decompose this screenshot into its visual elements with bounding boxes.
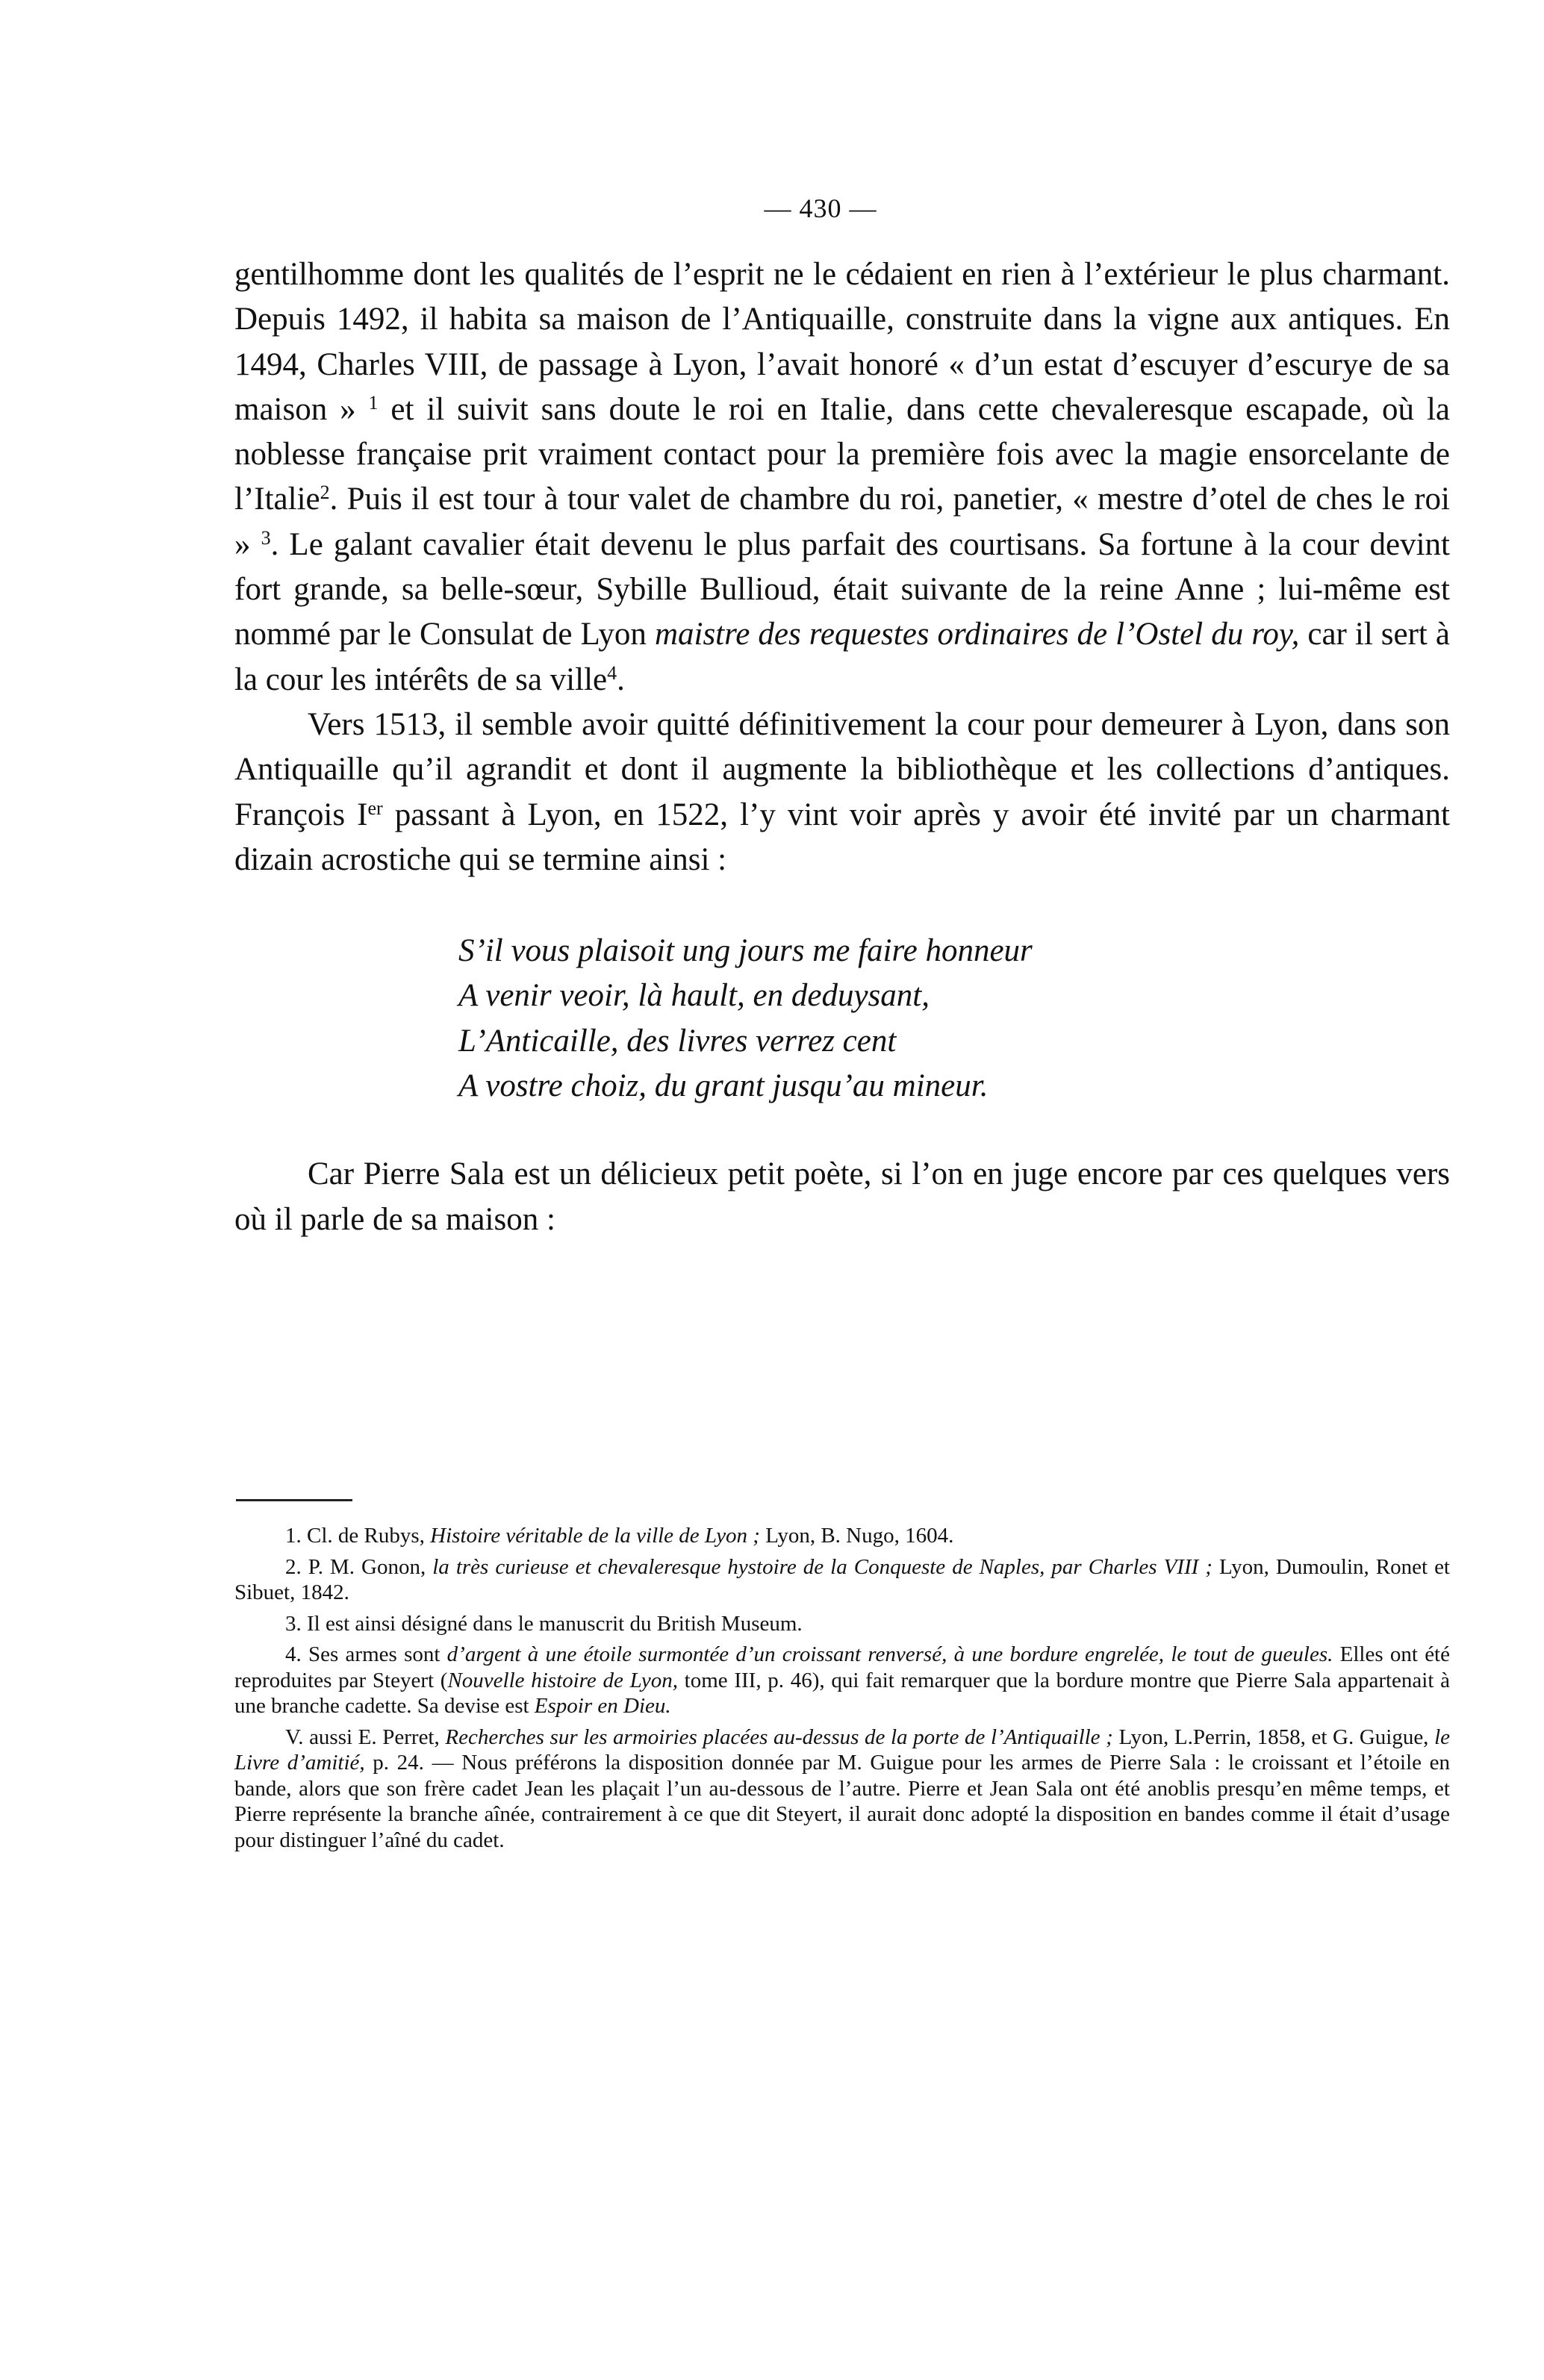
paragraph-text: . Puis il est tour à tour valet de chambre du roi, panetier, « mestre d’otel de ches le roi » (234, 482, 1450, 562)
footnote-italic: d’argent à une étoile surmontée d’un croissant renversé, à une bordure engrelée, le tout de gueules. (446, 1642, 1333, 1666)
footnote-text: tome III, p. 46), qui fait remarquer que la bordure montre que Pierre Sala appartenait à une branche cadette. Sa devise est (234, 1668, 1450, 1718)
paragraph-text: et il suivit sans doute le roi en Italie, dans cette chevaleresque escapade, où la noblesse française prit vraiment contact pour la première fois avec la magie ensorcelante de l’Italie (234, 391, 1450, 517)
footnote-text: 1. Cl. de Rubys, (285, 1524, 431, 1548)
footnote-text: Lyon, L.Perrin, 1858, et G. Guigue, (1112, 1725, 1435, 1749)
footnote-ref-1[interactable]: 1 (368, 391, 379, 414)
footnote-separator (236, 1499, 352, 1501)
footnote-3 (234, 1611, 1450, 1637)
footnote-text: Elles ont été reproduites par Steyert ( (234, 1642, 1450, 1692)
paragraph-text: Vers 1513, il semble avoir quitté définitivement la cour pour demeurer à Lyon, dans son Antiquaille qu’il agrandit et dont il augmente la bibliothèque et les collections d’antiques. François I (234, 706, 1450, 832)
footnote-italic: Recherches sur les armoiries placées au-dessus de la porte de l’Antiquaille ; (445, 1725, 1113, 1749)
footnote-italic: Histoire véritable de la ville de Lyon ; (430, 1524, 760, 1548)
paragraph-text: gentilhomme dont les qualités de l’esprit ne le cédaient en rien à l’extérieur le plus charmant. Depuis 1492, il habita sa maison de l’Antiquaille, construite dans la vigne aux antiques. En 1494, Charles VIII, de passage à Lyon, l’avait honoré « d’un estat d’escuyer d’escurye de sa maison » (234, 257, 1450, 427)
paragraph-text: car il sert à la cour les intérêts de sa ville (234, 617, 1450, 697)
footnote-4 (234, 1642, 1450, 1719)
page-number: — 430 — (764, 193, 877, 223)
footnote-ref-2[interactable]: 2 (320, 482, 330, 504)
footnote-text: V. aussi E. Perret, (285, 1725, 446, 1749)
footnote-text: Lyon, Dumoulin, Ronet et Sibuet, 1842. (234, 1554, 1450, 1604)
footnote-text: 4. Ses armes sont (285, 1642, 447, 1666)
footnote-italic: la très curieuse et chevaleresque hystoire de la Conqueste de Naples, par Charles VIII ; (432, 1554, 1213, 1579)
footnotes (234, 1523, 1450, 1858)
footnote-ref-3[interactable]: 3 (261, 526, 271, 549)
paragraph-3: Car Pierre Sala est un délicieux petit poète, si l’on en juge encore par ces quelques vers où il parle de sa maison : (234, 1156, 1450, 1237)
footnote-text: 2. P. M. Gonon, (285, 1554, 433, 1579)
paragraph-text: . (617, 661, 625, 697)
footnote-1 (234, 1523, 1450, 1549)
italic-title: maistre des requestes ordinaires de l’Ostel du roy, (654, 617, 1300, 652)
verse-line: A vostre choiz, du grant jusqu’au mineur. (458, 1068, 989, 1104)
footnote-text: Lyon, B. Nugo, 1604. (759, 1524, 954, 1548)
footnote-italic: Nouvelle histoire de Lyon, (447, 1668, 678, 1692)
footnote-4-continued (234, 1725, 1450, 1854)
footnote-italic: le Livre d’amitié, (234, 1725, 1450, 1775)
paragraph-2 (234, 703, 1450, 882)
ordinal-superscript: er (367, 797, 383, 819)
paragraph-1 (234, 252, 1450, 703)
body-text (234, 252, 1450, 1242)
footnote-2 (234, 1554, 1450, 1606)
paragraph-text: passant à Lyon, en 1522, l’y vint voir après y avoir été invité par un charmant dizain acrostiche qui se termine ainsi : (234, 797, 1450, 877)
verse-line: A venir veoir, là hault, en deduysant, (458, 978, 930, 1014)
footnote-text: 3. Il est ainsi désigné dans le manuscrit du British Museum. (285, 1611, 803, 1636)
footnote-text: p. 24. — Nous préférons la disposition donnée par M. Guigue pour les armes de Pierre Sala : le croissant et l’étoile en bande, alors que son frère cadet Jean les plaçait l’un au-dessous de l’autre. Pierre et Jean Sala ont été anoblis presqu’en même temps, et Pierre représente la branche aînée, contrairement à ce que dit Steyert, il aurait donc adopté la disposition en bandes comme il était d’usage pour distinguer l’aîné du cadet. (234, 1751, 1451, 1852)
footnote-italic: Espoir en Dieu. (534, 1694, 671, 1718)
verse-block (458, 929, 1450, 1109)
footnote-ref-4[interactable]: 4 (607, 661, 617, 684)
verse-line: L’Anticaille, des livres verrez cent (458, 1023, 897, 1059)
paragraph-text: . Le galant cavalier était devenu le plus parfait des courtisans. Sa fortune à la cour devint fort grande, sa belle-sœur, Sybille Bullioud, était suivante de la reine Anne ; lui-même est nommé par le Consulat de Lyon (234, 526, 1450, 652)
verse-line: S’il vous plaisoit ung jours me faire honneur (458, 933, 1033, 969)
